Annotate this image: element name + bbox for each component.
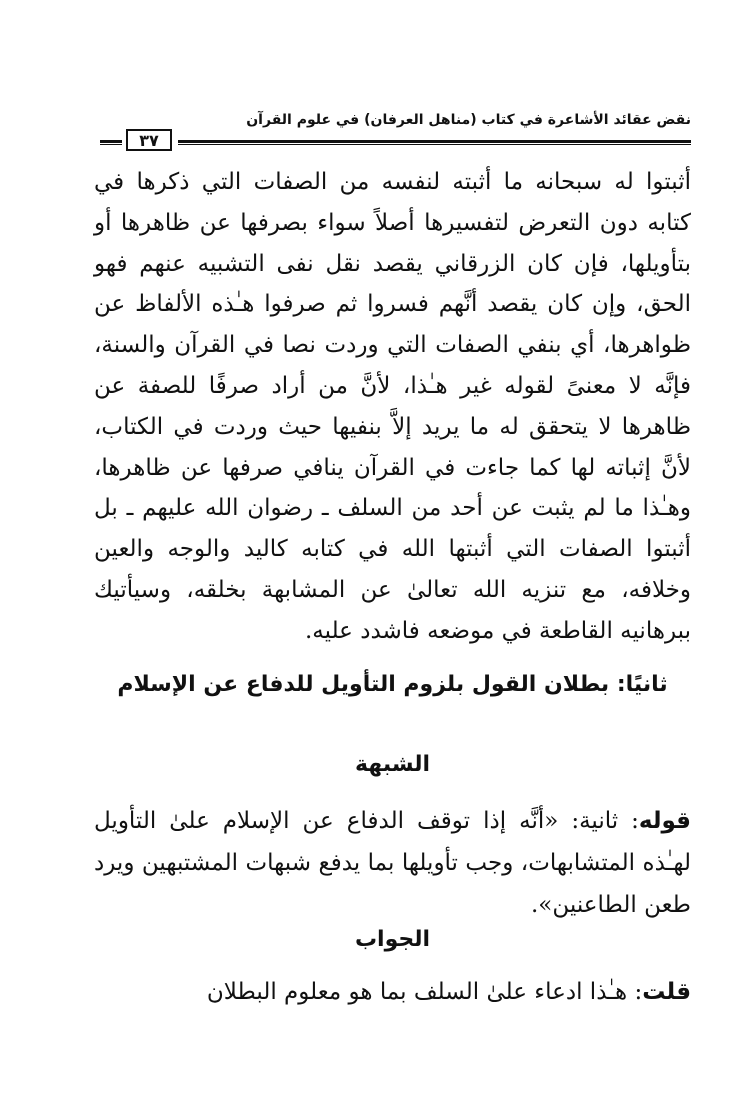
answer-paragraph: [94, 972, 691, 1012]
header-rule: [178, 140, 691, 145]
page-number: ٣٧: [126, 129, 172, 151]
answer-lead: قلت: [642, 979, 691, 1005]
answer-heading: الجواب: [354, 927, 431, 952]
quote-paragraph: [94, 800, 691, 926]
section-heading: ثانيًا: بطلان القول بلزوم التأويل للدفاع عن الإسلام: [117, 672, 668, 697]
answer-text: : هـٰذا ادعاء علىٰ السلف بما هو معلوم البطلان: [206, 979, 643, 1005]
doubt-heading: الشبهة: [354, 752, 431, 777]
quote-lead: قوله: [638, 808, 691, 834]
quote-text: : ثانية: «أنَّه إذا توقف الدفاع عن الإسلام علىٰ التأويل لهـٰذه المتشابهات، وجب تأويلها بما يدفع شبهات المشتبهين ويرد طعن الطاعنين».: [94, 808, 691, 918]
body-paragraph: أثبتوا له سبحانه ما أثبته لنفسه من الصفات التي ذكرها في كتابه دون التعرض لتفسيرها أصلاً سواء بصرفها عن ظاهرها أو بتأويلها، فإن كان الزرقاني يقصد نقل نفى التشبيه عنهم فهو الحق، وإن كان يقصد أنَّهم فسروا ثم صرفوا هـٰذه الألفاظ عن ظواهرها، أي بنفي الصفات التي وردت نصا في القرآن والسنة، فإنَّه لا معنىً لقوله غير هـٰذا، لأنَّ من أراد صرفًا للصفة عن ظاهرها لا يتحقق له ما يريد إلاَّ بنفيها حيث وردت في الكتاب، لأنَّ إثباته لها كما جاءت في القرآن ينافي صرفها عن ظاهرها، وهـٰذا ما لم يثبت عن أحد من السلف ـ رضوان الله عليهم ـ بل أثبتوا الصفات التي أثبتها الله في كتابه كاليد والوجه والعين وخلافه، مع تنزيه الله تعالىٰ عن المشابهة بخلقه، وسيأتيك ببرهانيه القاطعة في موضعه فاشدد عليه.: [94, 169, 691, 644]
header-rule-short: [100, 140, 122, 145]
running-title: نقض عقائد الأشاعرة في كتاب (مناهل العرفان) في علوم القرآن: [246, 112, 691, 128]
